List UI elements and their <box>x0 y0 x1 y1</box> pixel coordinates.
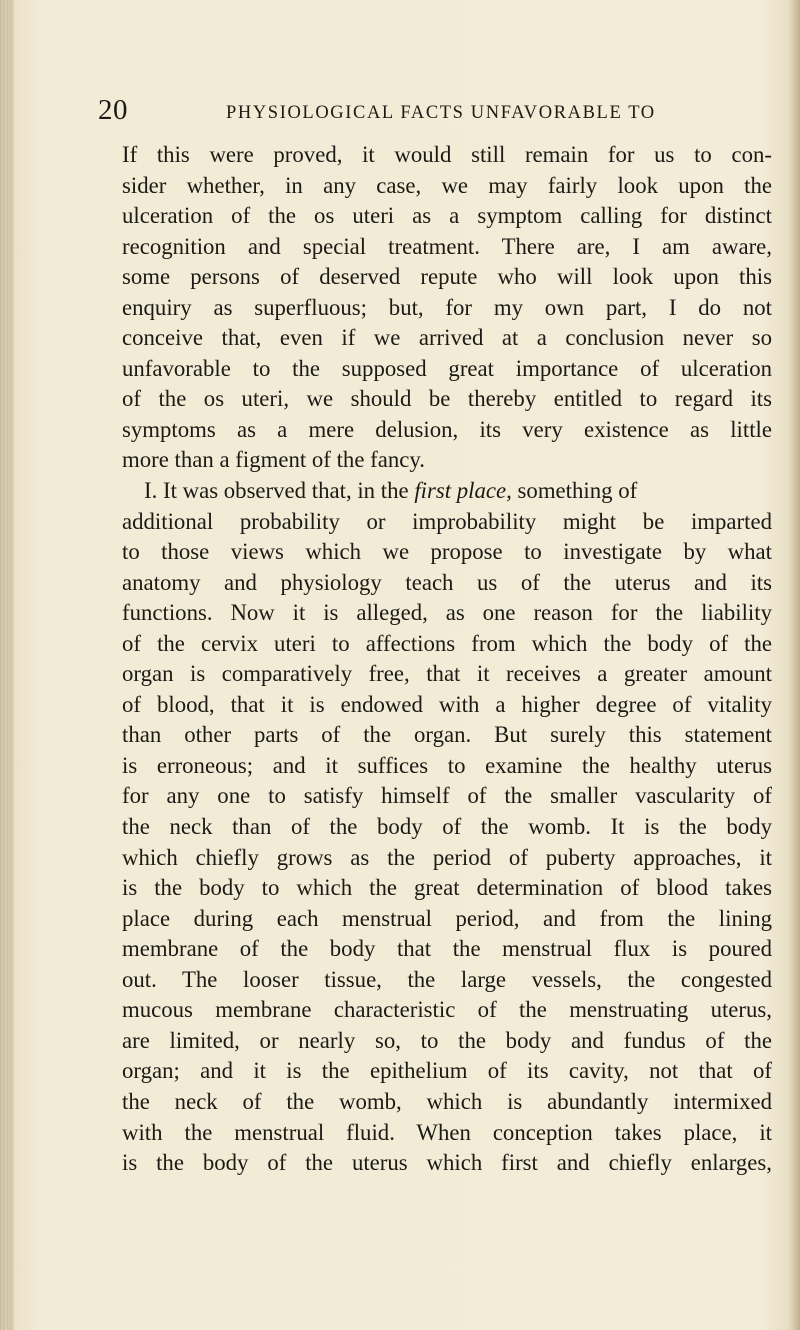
binding-gutter <box>0 0 14 1330</box>
text-line: of blood, that it is endowed with a higher degree of vitality <box>122 691 772 717</box>
text-line: which chiefly grows as the period of puberty approaches, it <box>122 844 772 870</box>
page-edge-shadow <box>788 0 800 1330</box>
text-line: functions. Now it is alleged, as one reason for the liability <box>122 600 772 626</box>
text-line: organ is comparatively free, that it receives a greater amount <box>122 661 772 687</box>
text-line: out. The looser tissue, the large vessels, the congested <box>122 966 772 992</box>
text-line: with the menstrual fluid. When conception takes place, it <box>122 1119 772 1145</box>
running-head: PHYSIOLOGICAL FACTS UNFAVORABLE TO <box>226 103 656 123</box>
text-line: the neck than of the body of the womb. It is the body <box>122 814 772 840</box>
text-line: than other parts of the organ. But surely this statement <box>122 722 772 748</box>
text-line: ulceration of the os uteri as a symptom calling for distinct <box>122 203 772 229</box>
text-line: for any one to satisfy himself of the smaller vascularity of <box>122 783 772 809</box>
text-line-with-italic <box>122 476 772 507</box>
text-line: is the body to which the great determination of blood takes <box>122 875 772 901</box>
italic-phrase: first place, <box>414 478 512 504</box>
text-line: to those views which we propose to investigate by what <box>122 539 772 565</box>
text-line: are limited, or nearly so, to the body and fundus of the <box>122 1027 772 1053</box>
text-line: If this were proved, it would still remain for us to con- <box>122 142 772 167</box>
text-line: place during each menstrual period, and from the lining <box>122 905 772 931</box>
text-line: symptoms as a mere delusion, its very existence as little <box>122 416 772 442</box>
body-text <box>122 140 772 1179</box>
text-run: something of <box>517 478 638 504</box>
text-run: I. It was observed that, in the <box>144 478 409 504</box>
text-line: mucous membrane characteristic of the menstruating uterus, <box>122 997 772 1023</box>
page-header <box>98 93 738 133</box>
text-line: organ; and it is the epithelium of its cavity, not that of <box>122 1058 772 1084</box>
text-line: is erroneous; and it suffices to examine the healthy uterus <box>122 752 772 778</box>
text-line: of the cervix uteri to affections from which the body of the <box>122 630 772 656</box>
text-line: additional probability or improbability might be imparted <box>122 508 772 534</box>
text-line: enquiry as superfluous; but, for my own part, I do not <box>122 294 772 320</box>
text-line: of the os uteri, we should be thereby entitled to regard its <box>122 386 772 412</box>
page-number: 20 <box>98 94 128 126</box>
text-line: recognition and special treatment. There are, I am aware, <box>122 233 772 259</box>
text-line: more than a figment of the fancy. <box>122 447 425 473</box>
text-line: membrane of the body that the menstrual flux is poured <box>122 936 772 962</box>
text-line: unfavorable to the supposed great importance of ulceration <box>122 355 772 381</box>
text-line: the neck of the womb, which is abundantly intermixed <box>122 1088 772 1114</box>
text-line: is the body of the uterus which first and chiefly enlarges, <box>122 1150 772 1176</box>
text-line: some persons of deserved repute who will look upon this <box>122 264 772 290</box>
text-line: conceive that, even if we arrived at a conclusion never so <box>122 325 772 351</box>
text-line: sider whether, in any case, we may fairly look upon the <box>122 172 772 198</box>
text-line: anatomy and physiology teach us of the uterus and its <box>122 569 772 595</box>
